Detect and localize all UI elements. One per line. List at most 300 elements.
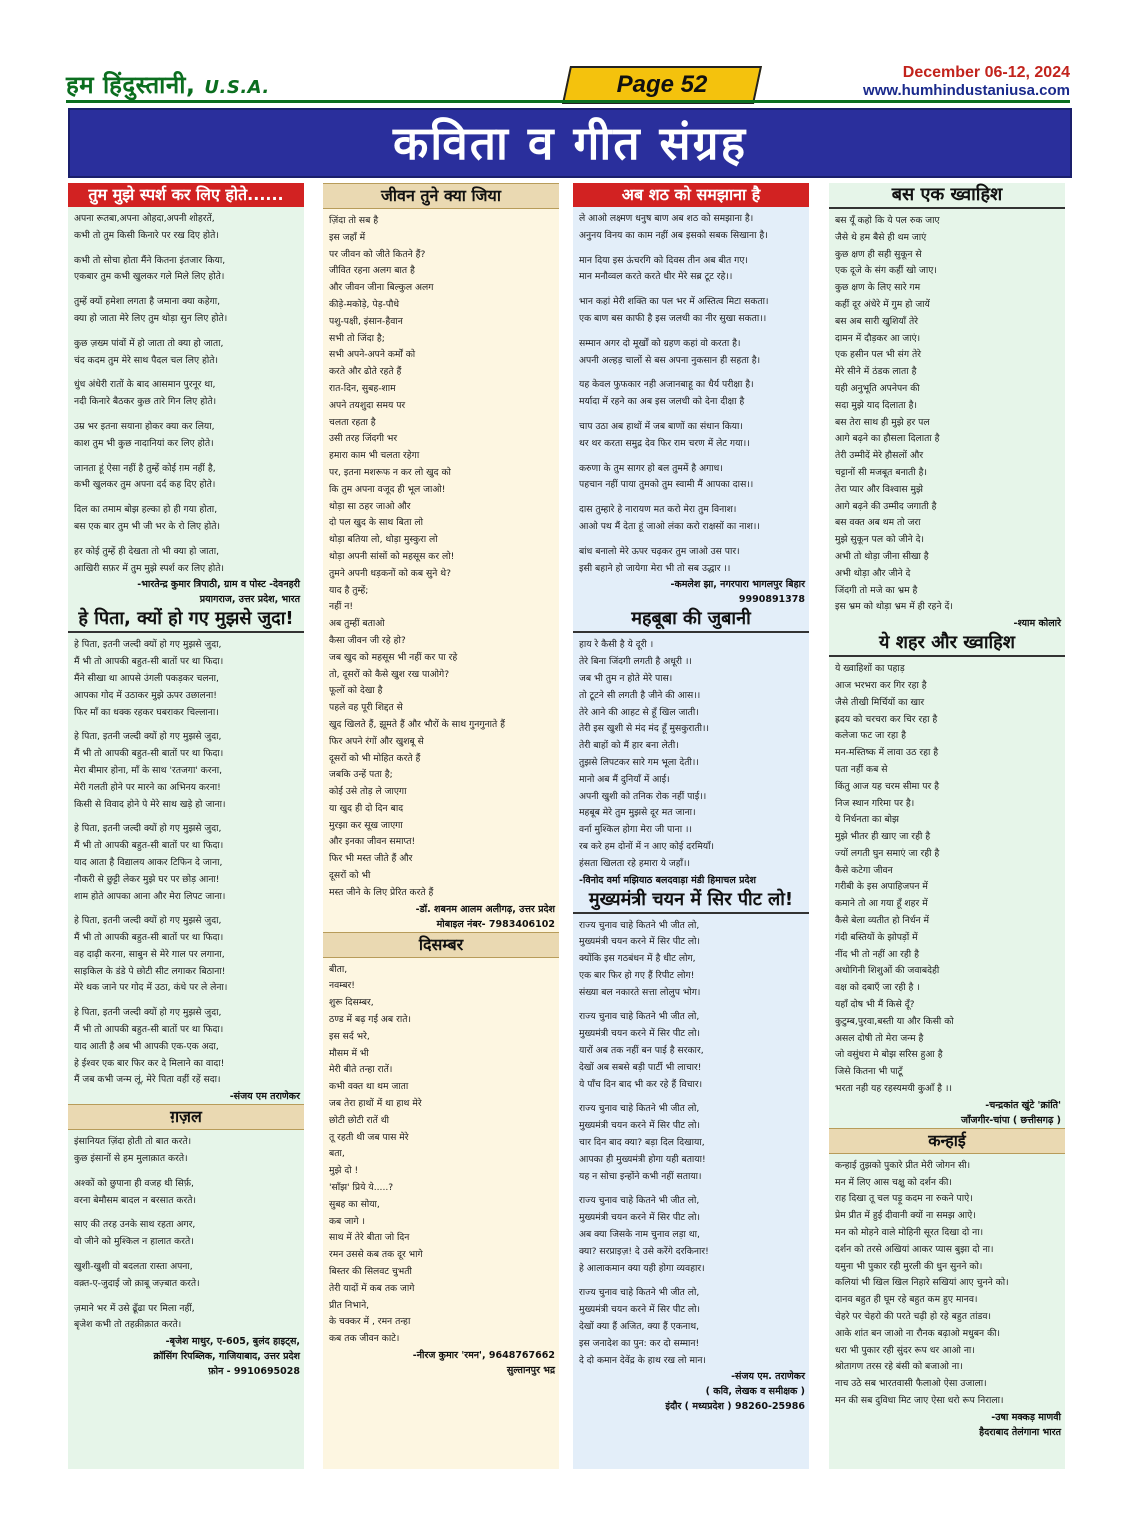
poem-line: धरा भी पुकार रही सुंदर रूप धर आओ ना। bbox=[835, 1344, 975, 1356]
poem-line: कुछ क्षण ही सही सुकून से bbox=[835, 248, 922, 260]
poem-line: मैं भी तो आपकी बहुत-सी बातों पर था फिदा। bbox=[74, 840, 224, 852]
column-4 bbox=[829, 183, 1065, 1469]
poem-line: नहीं न! bbox=[329, 601, 354, 613]
stanza-break bbox=[579, 369, 805, 377]
poem-line: यारों अब तक नहीं बन पाई है सरकार, bbox=[579, 1045, 704, 1057]
poem-line: कीड़े-मकोड़े, पेड़-पौधे bbox=[329, 298, 400, 310]
poem-line: मुझे भीतर ही खाए जा रही है bbox=[835, 831, 931, 843]
poem-line: नौकरी से छुट्टी लेकर मुझे घर पर छोड़ आना! bbox=[74, 873, 220, 885]
poem-line: ये निर्धनता का बोझ bbox=[835, 814, 899, 826]
poem-line: ह्रदय को चरचरा कर चिर रहा है bbox=[835, 713, 938, 725]
poem-line: बस अब सारी खुशियाँ तेरे bbox=[835, 315, 918, 327]
poem-line: चाप उठा अब हाथों में जब बाणों का संधान किया। bbox=[579, 420, 743, 432]
poem-line: प्रेम प्रीत में हुई दीवानी क्यों ना समझ आऐ। bbox=[835, 1210, 976, 1222]
poem-line: सभी अपने-अपने कर्मों को bbox=[329, 349, 416, 361]
poem-line: वक्ष को दबाएँ जा रही है । bbox=[835, 982, 920, 994]
poem-line: मन-मस्तिष्क में लावा उठ रहा है bbox=[835, 747, 939, 759]
stanza-break bbox=[74, 411, 300, 419]
poem-line: अनुनय विनय का काम नहीं अब इसको सबक सिखाना है। bbox=[579, 229, 768, 241]
poem-author-phone: फ़ोन - 9910695028 bbox=[208, 1366, 300, 1378]
poem-title: ये शहर और ख्वाहिश bbox=[829, 631, 1065, 657]
poem-line: हर कोई तुम्हें ही देखता तो भी क्या हो जाता, bbox=[74, 545, 220, 557]
poem-author-location: क्रॉसिंग रिपब्लिक, गाजियाबाद, उत्तर प्रदेश bbox=[153, 1351, 300, 1363]
poem-line: एक दूजे के संग कहीं खो जाए। bbox=[835, 265, 937, 277]
poem-line: देखों क्या हैं अजित, क्या हैं एकनाथ, bbox=[579, 1321, 700, 1333]
poem-line: बृजेश कभी तो तहक़ीक़ात करते। bbox=[74, 1319, 182, 1331]
poem-line: राज्य चुनाव चाहे कितने भी जीत लो, bbox=[579, 1195, 700, 1207]
poem-line: जबकि उन्हें पता है; bbox=[329, 769, 393, 781]
poem-line: जिसे कितना भी पाटूँ bbox=[835, 1066, 903, 1078]
poem-line: साथ में तेरे बीता जो दिन bbox=[329, 1232, 410, 1244]
poem-line: जो वसुंधरा मे बोझ सरिस हुआ है bbox=[835, 1049, 943, 1061]
poem-author-location: प्रयागराज, उत्तर प्रदेश, भारत bbox=[199, 594, 300, 606]
poem-line: तो टूटने सी लगती है जीने की आस।। bbox=[579, 689, 701, 701]
poem-line: एक बाण बस काफी है इस जलधी का नीर सुखा सकता।। bbox=[579, 312, 767, 324]
poem-line: गंदी बस्तियों के झोपड़ों में bbox=[835, 931, 918, 943]
poem-author-phone: मोबाइल नंबर- 7983406102 bbox=[436, 918, 555, 930]
poem-line: जीवित रहना अलग बात है bbox=[329, 265, 415, 277]
poem-line: के चक्कर में , रमन तन्हा bbox=[329, 1316, 411, 1328]
stanza-break bbox=[579, 328, 805, 336]
page-number-tag bbox=[562, 66, 762, 104]
poem-line: मुख्यमंत्री चयन करने में सिर पीट लो। bbox=[579, 1304, 701, 1316]
poem-line: कि तुम अपना वजूद ही भूल जाओ! bbox=[329, 483, 446, 495]
poem-body bbox=[829, 213, 1065, 616]
poem-author: -भारतेन्द्र कुमार त्रिपाठी, ग्राम व पोस्ट -देवनहरी bbox=[137, 579, 300, 591]
poem-line: अपनी अल्हड़ चालों से बस अपना नुकसान ही सहता है। bbox=[579, 354, 761, 366]
poem-line: जब तेरा हाथों में था हाथ मेरे bbox=[329, 1098, 422, 1110]
poem-line: चट्टानों सी मजबूत बनाती है। bbox=[835, 466, 927, 478]
poem-author-role: ( कवि, लेखक व समीक्षक ) bbox=[705, 1386, 805, 1398]
poem-line: भरता नही यह रहस्यमयी कुआँ है ।। bbox=[835, 1083, 952, 1095]
poem-line: ज़िंदा तो सब है bbox=[329, 215, 379, 226]
poem-line: और इनका जीवन समाप्त! bbox=[329, 836, 416, 848]
poem-author: -संजय एम तराणेकर bbox=[229, 1091, 300, 1103]
poem-line: मुरझा कर सूख जाएगा bbox=[329, 819, 403, 831]
poem-title: ग़ज़ल bbox=[68, 1104, 304, 1130]
stanza-break bbox=[579, 1093, 805, 1101]
poem-line: मुख्यमंत्री चयन करने में सिर पीट लो। bbox=[579, 1212, 701, 1224]
stanza-break bbox=[579, 494, 805, 502]
stanza-break bbox=[74, 1293, 300, 1301]
poem-line: कब तक जीवन काटे। bbox=[329, 1333, 400, 1345]
poem-author: -संजय एम. तराणेकर bbox=[731, 1371, 805, 1383]
stanza-break bbox=[74, 245, 300, 253]
poem-line: गरीबी के इस अपाहिजपन में bbox=[835, 881, 928, 893]
poem-line: बस तेरा साथ ही मुझे हर पल bbox=[835, 416, 930, 428]
masthead-title bbox=[66, 68, 270, 101]
poem-line: जिंदगी तो मजे का भ्रम है bbox=[835, 584, 918, 596]
poem-line: प्रीत निभाने, bbox=[329, 1299, 370, 1311]
poem-line: छोटी छोटी रातें थी bbox=[329, 1114, 390, 1126]
poem-line: किसी से विवाद होने पे मेरे साथ खड़े हो जाना। bbox=[74, 798, 226, 810]
poem-line: तुम्हें क्यों हमेशा लगता है जमाना क्या कहेगा, bbox=[74, 296, 221, 308]
poem-line: चार दिन बाद क्या? बड़ा दिल दिखाया, bbox=[579, 1137, 705, 1149]
poem-line: बीता, bbox=[329, 963, 348, 975]
poem-line: कुछ ज़ख्म पांवों में हो जाता तो क्या हो जाता, bbox=[74, 337, 224, 349]
poem-line: ज़माने भर में उसे ढूँढा पर मिला नहीं, bbox=[74, 1302, 195, 1314]
poem-line: हे पिता, इतनी जल्दी क्यों हो गए मुझसे जुदा, bbox=[74, 1007, 222, 1019]
poem-title: कन्हाई bbox=[829, 1128, 1065, 1154]
poem-line: कैसे बेला व्यतीत हो निर्धन में bbox=[835, 915, 930, 927]
poem-author-location: इंदौर ( मध्यप्रदेश ) 98260-25986 bbox=[665, 1401, 805, 1413]
poem-line: तेरा प्यार और विश्वास मुझे bbox=[835, 483, 923, 495]
poem-line: इस जनादेश का पुन: कर दो सम्मान! bbox=[579, 1337, 700, 1349]
poem-line: कन्हाई तुझको पुकारे प्रीत मेरी जोगन सी। bbox=[835, 1159, 971, 1171]
poem-line: मेरा बीमार होना, माँ के साथ 'रतजगा' करना, bbox=[74, 764, 223, 776]
poem-line: संख्या बल नकारते सत्ता लोलुप भोग। bbox=[579, 986, 701, 998]
poem-line: निज स्थान गरिमा पर है। bbox=[835, 797, 915, 809]
poem-line: ले आओ लक्ष्मण धनुष बाण अब शठ को समझाना है। bbox=[579, 213, 754, 224]
poem-line: एकबार तुम कभी खुलकर गले मिले लिए होते। bbox=[74, 271, 225, 283]
poem-line: फिर अपने रंगों और खुशबू से bbox=[329, 735, 424, 747]
poem-line: मुख्यमंत्री चयन करने में सिर पीट लो। bbox=[579, 936, 701, 948]
poem-line: करते और ढोते रहते हैं bbox=[329, 366, 402, 378]
poem-line: नींद भी तो नहीं आ रही है bbox=[835, 948, 919, 960]
issue-date: December 06-12, 2024 bbox=[902, 64, 1070, 81]
poem-line: अपने तयशुदा समय पर bbox=[329, 399, 406, 411]
poem-line: मान मनौव्वल करते करते धीर मेरे सब्र टूट रहे।। bbox=[579, 271, 733, 283]
masthead bbox=[66, 62, 1070, 102]
poem-line: चंद कदम तुम मेरे साथ पैदल चल लिए होते। bbox=[74, 354, 219, 366]
stanza-break bbox=[579, 536, 805, 544]
poem-line: कैसे कटेगा जीवन bbox=[835, 864, 893, 876]
poem-line: जब खुद को महसूस भी नहीं कर पा रहे bbox=[329, 651, 458, 663]
poem-line: दानव बहुत ही घूम रहे बहुत कम हुए मानव। bbox=[835, 1294, 978, 1306]
poem-line: थोड़ा बतिया लो, थोड़ा मुस्कुरा लो bbox=[329, 534, 438, 546]
page-number: Page 52 bbox=[616, 71, 708, 98]
poem-line: मुख्यमंत्री चयन करने में सिर पीट लो। bbox=[579, 1028, 701, 1040]
poem-line: ठण्ड में बढ़ गई अब राते। bbox=[329, 1014, 411, 1026]
poem-author-location: हैदराबाद तेलंगाना भारत bbox=[979, 1426, 1061, 1438]
poem-line: दिल का तमाम बोझ हल्का हो ही गया होता, bbox=[74, 504, 218, 516]
poem-line: वरना बेमौसम बादल न बरसात करते। bbox=[74, 1194, 196, 1206]
poem-line: दास तुम्हारे हे नारायण मत करो मेरा तुम विनाश। bbox=[579, 504, 737, 516]
stanza-break bbox=[579, 1185, 805, 1193]
poem-body bbox=[323, 213, 559, 902]
poem-line: मुझे सुकून पल को जीने दे। bbox=[835, 534, 924, 546]
poem-line: सभी तो जिंदा है; bbox=[329, 332, 385, 344]
stanza-break bbox=[579, 286, 805, 294]
poem-line: मेरे थक जाने पर गोद में उठा, कंधे पर ले लेना। bbox=[74, 982, 228, 994]
stanza-break bbox=[74, 536, 300, 544]
stanza-break bbox=[74, 905, 300, 913]
poem-title: मुख्यमंत्री चयन में सिर पीट लो! bbox=[573, 888, 809, 914]
poem-line: दर्शन को तरसे अखियां आकर प्यास बुझा दो ना। bbox=[835, 1243, 994, 1255]
poem-line: कुटुम्ब,पुरवा,बस्ती या और किसी को bbox=[835, 1015, 954, 1027]
poem-line: खुद खिलते हैं, झूमते हैं और भौरों के साथ गुनगुनाते हैं bbox=[329, 718, 506, 730]
poem-line: और जीवन जीना बिल्कुल अलग bbox=[329, 282, 434, 294]
poem-line: आज भरभरा कर गिर रहा है bbox=[835, 679, 927, 691]
poem-line: तेरे आने की आहट से हूँ खिल जाती। bbox=[579, 706, 699, 718]
poem-author: -नीरज कुमार 'रमन', 9648767662 bbox=[412, 1350, 555, 1361]
poem-line: अश्कों को छुपाना ही वजह थी सिर्फ़, bbox=[74, 1177, 194, 1189]
poem-line: थर थर करता समुद्र देव फिर राम चरण में लेट गया।। bbox=[579, 437, 750, 449]
stanza-break bbox=[74, 494, 300, 502]
poem-line: दूसरों को भी मोहित करते हैं bbox=[329, 752, 421, 764]
stanza-break bbox=[74, 1168, 300, 1176]
poem-line: नाच उठे सब भारतवासी फैलाओ ऐसा उजाला। bbox=[835, 1378, 987, 1390]
poem-line: यहाँ दोष भी मैं किसे दूँ? bbox=[835, 999, 915, 1011]
poem-line: हंसता खिलता रहे हमारा ये जहाँ।। bbox=[579, 857, 690, 869]
poem-line: चेहरे पर चेहरो की परते चढ़ी हो रहे बहुत तांडव। bbox=[835, 1311, 991, 1323]
poem-body bbox=[573, 918, 809, 1370]
stanza-break bbox=[74, 1209, 300, 1217]
poem-line: हाय रे कैसी है ये दूरी । bbox=[579, 639, 654, 651]
poem-line: हे आलाकमान क्या यही होगा व्यवहार। bbox=[579, 1262, 705, 1274]
poem-line: इसी बहाने हो जायेगा मेरा भी तो सब उद्धार ।। bbox=[579, 562, 731, 574]
poem-line: याद आती है अब भी आपकी एक-एक अदा, bbox=[74, 1040, 219, 1052]
poem-line: बस वक्त अब थम तो जरा bbox=[835, 517, 921, 529]
poem-body bbox=[829, 661, 1065, 1098]
poem-line: मैं भी तो आपकी बहुत-सी बातों पर था फिदा। bbox=[74, 1024, 224, 1036]
poem-line: चलता रहता है bbox=[329, 416, 376, 428]
poem-line: राज्य चुनाव चाहे कितने भी जीत लो, bbox=[579, 1011, 700, 1023]
poem-line: राज्य चुनाव चाहे कितने भी जीत लो, bbox=[579, 1287, 700, 1299]
poem-line: एक बार फिर हो गए हैं रिपीट लोग! bbox=[579, 969, 695, 981]
poem-line: मानो अब मैं दुनियाँ में आई। bbox=[579, 773, 670, 785]
poem-line: मन को मोहने वाले मोहिनी सूरत दिखा दो ना। bbox=[835, 1227, 984, 1239]
poem-line: अब क्या जिसके नाम चुनाव लड़ा था, bbox=[579, 1229, 700, 1241]
poem-line: आओ पथ मैं देता हूं जाओ लंका करो राक्षसों का नाश।। bbox=[579, 520, 760, 532]
poem-line: कमाने तो आ गया हूँ शहर में bbox=[835, 898, 928, 910]
poem-line: 'साँझ' प्रिये ये.....? bbox=[329, 1182, 394, 1194]
poem-author-phone: 9990891378 bbox=[738, 594, 805, 606]
poem-line: ये पाँच दिन बाद भी कर रहे हैं विचार। bbox=[579, 1078, 703, 1090]
poem-body bbox=[829, 1158, 1065, 1410]
poem-line: यही अनुभूति अपनेपन की bbox=[835, 382, 920, 394]
poem-line: क्या? सरप्राइज़! दे उसे करेंगे दरकिनार! bbox=[579, 1245, 709, 1257]
poem-body bbox=[323, 962, 559, 1348]
poem-line: थोड़ा सा ठहर जाओ और bbox=[329, 500, 411, 512]
poem-line: मुझे दो ! bbox=[329, 1165, 359, 1177]
poem-author: -कमलेश झा, नगरपारा भागलपुर बिहार bbox=[670, 579, 805, 591]
stanza-break bbox=[74, 453, 300, 461]
poem-line: बिस्तर की सिलवट चुभती bbox=[329, 1266, 412, 1278]
poem-line: तो, दूसरों को कैसे खुश रख पाओगे? bbox=[329, 668, 450, 680]
poem-line: आपका गोद में उठाकर मुझे ऊपर उछालना! bbox=[74, 689, 217, 701]
poem-line: धुंध अंधेरी रातों के बाद आसमान पुरनूर था, bbox=[74, 379, 216, 391]
poem-line: सम्मान अगर दो मूर्खों को ग्रहण कहां वो करता है। bbox=[579, 337, 741, 349]
poem-line: कलेजा फट जा रहा है bbox=[835, 730, 906, 742]
masthead-divider bbox=[66, 100, 1070, 103]
poem-line: दूसरों को भी bbox=[329, 870, 371, 882]
poem-title: बस एक ख्वाहिश bbox=[829, 183, 1065, 209]
poem-line: वह दाढ़ी करना, साबुन से मेरे गाल पर लगाना, bbox=[74, 948, 225, 960]
poem-line: आगे बढ़ने की उम्मीद जगाती है bbox=[835, 500, 937, 512]
poem-title: महबूबा की जुबानी bbox=[573, 607, 809, 633]
poem-line: राज्य चुनाव चाहे कितने भी जीत लो, bbox=[579, 919, 700, 931]
poem-line: फूलों को देखा है bbox=[329, 685, 383, 697]
poem-line: पहचान नहीं पाया तुमको तुम स्वामी मैं आपका दास।। bbox=[579, 479, 754, 491]
poem-line: यह केवल फुफकार नही अजानबाहू का धैर्य परीक्षा है। bbox=[579, 379, 754, 391]
poem-line: हे पिता, इतनी जल्दी क्यों हो गए मुझसे जुदा, bbox=[74, 823, 222, 835]
poem-line: वक़्त-ए-जुदाई जो क़ाबू जज़्बात करते। bbox=[74, 1277, 200, 1289]
poem-author: -डॉ. शबनम आलम अलीगढ़, उत्तर प्रदेश bbox=[415, 903, 555, 915]
poem-line: दे दो कमान देवेंद्र के हाथ रख लो मान। bbox=[579, 1354, 706, 1366]
poem-title: जीवन तुने क्या जिया bbox=[323, 183, 559, 209]
poem-line: कहीं दूर अंधेरे में गुम हो जायें bbox=[835, 298, 930, 310]
poem-line: जब भी तुम न होते मेरे पास। bbox=[579, 672, 673, 684]
poem-author: -श्याम कोलारे bbox=[1013, 618, 1061, 630]
poem-line: कुछ क्षण के लिए सारे गम bbox=[835, 282, 921, 294]
poem-line: कलियां भी खिल खिल निहारे सखियां आए चुनने को। bbox=[835, 1277, 1009, 1289]
poem-line: कभी तो सोचा होता मैंने कितना इंतजार किया, bbox=[74, 254, 226, 266]
poem-line: बांध बनालो मेरे ऊपर चढ़कर तुम जाओ उस पार। bbox=[579, 545, 740, 557]
poem-line: काश तुम भी कुछ नादानियां कर लिए होते। bbox=[74, 437, 214, 449]
stanza-break bbox=[74, 997, 300, 1005]
poem-line: अपना रूतबा,अपना ओहदा,अपनी शोहरतें, bbox=[74, 213, 215, 224]
poem-line: कैसा जीवन जी रहे हो? bbox=[329, 634, 406, 646]
poem-line: मेरी बीते तन्हा रातें। bbox=[329, 1064, 393, 1076]
stanza-break bbox=[579, 1277, 805, 1285]
poem-line: एक हसीन पल भी संग तेरे bbox=[835, 349, 921, 361]
poem-author: -उषा मक्कड़ माणवी bbox=[991, 1411, 1061, 1423]
poem-line: मन में लिए आस चक्षु को दर्शन की। bbox=[835, 1176, 952, 1188]
poem-line: रात-दिन, सुबह-शाम bbox=[329, 382, 396, 394]
poem-line: आपका ही मुख्यमंत्री होगा यही बताया! bbox=[579, 1153, 706, 1165]
poem-line: इस जहाँ में bbox=[329, 231, 366, 243]
poem-line: अपनी खुशी को तनिक रोक नहीं पाई।। bbox=[579, 790, 707, 802]
masthead-info bbox=[863, 64, 1070, 99]
poem-line: उम्र भर इतना सयाना होकर क्या कर लिया, bbox=[74, 420, 215, 432]
website-link[interactable]: www.humhindustaniusa.com bbox=[863, 82, 1070, 99]
section-title: कविता व गीत संग्रह bbox=[392, 116, 748, 170]
poem-line: आखिरी सफ़र में तुम मुझे स्पर्श कर लिए होते। bbox=[74, 562, 225, 574]
poem-line: मैंने सीखा था आपसे उंगली पकड़कर चलना, bbox=[74, 672, 219, 684]
poem-author: -चन्द्रकांत खुंटे 'क्रांति' bbox=[985, 1099, 1061, 1111]
poem-line: नवम्बर! bbox=[329, 980, 355, 992]
poem-line: मैं भी तो आपकी बहुत-सी बातों पर था फिदा। bbox=[74, 748, 224, 760]
poem-title: तुम मुझे स्पर्श कर लिए होते...... bbox=[68, 183, 304, 207]
poem-line: बस यूँ कहो कि ये पल रुक जाए bbox=[835, 215, 940, 226]
stanza-break bbox=[74, 721, 300, 729]
poem-line: शाम होते आपका आना और मेरा लिपट जाना। bbox=[74, 890, 226, 902]
poem-line: तेरी बाहों को मैं हार बना लेती। bbox=[579, 740, 679, 752]
poem-line: करुणा के तुम सागर हो बल तुममें है अगाध। bbox=[579, 462, 723, 474]
column-1 bbox=[68, 183, 304, 1469]
poem-line: कभी खुलकर तुम अपना दर्द कह दिए होते। bbox=[74, 479, 216, 491]
poem-line: कभी वक्त था थम जाता bbox=[329, 1081, 409, 1093]
stanza-break bbox=[74, 328, 300, 336]
poem-line: नदी किनारे बैठकर कुछ तारे गिन लिए होते। bbox=[74, 396, 217, 408]
poem-author-location: सुल्तानपुर भद्र bbox=[506, 1365, 555, 1376]
poem-line: इंसानियत ज़िंदा होती तो बात करते। bbox=[74, 1136, 192, 1148]
poem-line: मेरी गलती होने पर मारने का अभिनय करना! bbox=[74, 781, 221, 793]
poem-body bbox=[68, 1134, 304, 1334]
poem-line: किंतु आज यह चरम सीमा पर है bbox=[835, 780, 940, 792]
column-2 bbox=[323, 183, 559, 1469]
stanza-break bbox=[579, 1001, 805, 1009]
poem-line: मर्यादा में रहने का अब इस जलधी को देना दीक्षा है bbox=[579, 396, 745, 408]
poem-line: इस सर्द भरे, bbox=[329, 1030, 370, 1042]
poem-line: मैं भी तो आपकी बहुत-सी बातों पर था फिदा। bbox=[74, 932, 224, 944]
poem-line: मैं भी तो आपकी बहुत-सी बातों पर था फिदा। bbox=[74, 656, 224, 668]
poem-line: हे पिता, इतनी जल्दी क्यों हो गए मुझसे जुदा, bbox=[74, 915, 222, 927]
poem-line: फिर माँ का धक्क रहकर घबराकर चिल्लाना। bbox=[74, 706, 219, 718]
poem-line: श्रोतागण तरस रहे बंसी को बजाओ ना। bbox=[835, 1361, 963, 1373]
poem-line: याद है तुम्हें; bbox=[329, 584, 369, 596]
poem-line: हे ईश्वर एक बार फिर कर दे मिलाने का वादा! bbox=[74, 1057, 225, 1069]
poem-line: हमारा काम भी चलता रहेगा bbox=[329, 450, 420, 462]
poem-line: वो जीने को मुश्किल न हालात करते। bbox=[74, 1236, 194, 1248]
poem-title: हे पिता, क्यों हो गए मुझसे जुदा! bbox=[68, 607, 304, 633]
poem-line: दामन में दौड़कर आ जाएं। bbox=[835, 332, 921, 344]
stanza-break bbox=[579, 453, 805, 461]
poem-line: महबूब मेरे तुम मुझसे दूर मत जाना। bbox=[579, 807, 696, 819]
poem-line: आके शांत बन जाओ ना रौनक बढ़ाओ मधुबन की। bbox=[835, 1327, 1000, 1339]
poem-line: अब तुम्हीं बताओ bbox=[329, 618, 385, 630]
poem-line: रमन उससे कब तक दूर भागे bbox=[329, 1249, 423, 1261]
poem-line: मौसम में भी bbox=[329, 1047, 369, 1059]
poem-line: कोई उसे तोड़ ले जाएगा bbox=[329, 786, 407, 798]
poem-line: अभी तो थोड़ा जीना सीखा है bbox=[835, 550, 929, 562]
poem-line: देखों अब सबसे बड़ी पार्टी भी लाचार! bbox=[579, 1061, 702, 1073]
poem-line: अभी थोड़ा और जीने दे bbox=[835, 567, 911, 579]
poem-line: मुख्यमंत्री चयन करने में सिर पीट लो। bbox=[579, 1120, 701, 1132]
poem-line: पर जीवन को जीते कितने हैं? bbox=[329, 248, 426, 260]
poem-line: पशु-पक्षी, इंसान-हैवान bbox=[329, 315, 403, 327]
poem-line: वर्ना मुश्किल होगा मेरा जी पाना ।। bbox=[579, 824, 692, 836]
poem-line: बस एक बार तुम भी जी भर के रो लिए होते। bbox=[74, 520, 221, 532]
poem-line: यह न सोचा इन्होंने कभी नहीं सताया। bbox=[579, 1170, 702, 1182]
poem-author: -विनोद वर्मा मझियाठ बलदवाड़ा मंडी हिमाचल प्रदेश bbox=[579, 874, 756, 886]
poem-line: आगे बढ़ने का हौसला दिलाता है bbox=[835, 433, 940, 445]
poem-line: रब करे हम दोनों में न आए कोई दरमियाँ। bbox=[579, 840, 715, 852]
poem-line: ज्यों लगती घुन समाएं जा रही है bbox=[835, 847, 940, 859]
poem-line: तेरी उम्मीदें मेरे हौसलों और bbox=[835, 450, 924, 462]
poem-body bbox=[68, 637, 304, 1089]
poem-body bbox=[68, 211, 304, 577]
poem-line: कब जागे । bbox=[329, 1215, 365, 1227]
poem-line: तेरी इस खुशी से मंद मंद हूँ मुसकुराती।। bbox=[579, 723, 709, 735]
poem-line: साइकिल के डंडे पे छोटी सीट लगाकर बिठाना! bbox=[74, 965, 226, 977]
poem-line: अधोगिनी शिशुओं की जवाबदेही bbox=[835, 965, 940, 977]
stanza-break bbox=[74, 813, 300, 821]
poem-line: सदा मुझे याद दिलाता है। bbox=[835, 399, 918, 411]
poem-line: कुछ इंसानों से हम मुलाक़ात करते। bbox=[74, 1153, 188, 1165]
poem-line: भान कहां मेरी शक्ति का पल भर में अस्तित्व मिटा सकता। bbox=[579, 296, 769, 308]
poem-line: ये ख्वाहिशों का पहाड़ bbox=[835, 663, 905, 675]
masthead-name: हम हिंदुस्तानी, bbox=[66, 71, 196, 99]
poem-line: पता नहीं कब से bbox=[835, 763, 888, 775]
poem-author-location: जाँजगीर-चांपा ( छत्तीसगढ़ ) bbox=[961, 1114, 1061, 1126]
poem-line: यमुना भी पुकार रही मुरली की धुन सुनने को। bbox=[835, 1260, 983, 1272]
poem-line: क्या हो जाता मेरे लिए तुम थोड़ा सुन लिए होते। bbox=[74, 312, 228, 324]
poem-line: राह दिखा तू चल पड़ू कदम ना रुकने पाऐ। bbox=[835, 1193, 973, 1205]
poem-line: बता, bbox=[329, 1148, 345, 1160]
poem-author: -बृजेश माथुर, ए-605, बुलंद हाइट्स, bbox=[165, 1336, 300, 1348]
poem-line: जानता हूं ऐसा नहीं है तुम्हें कोई ग़म नहीं है, bbox=[74, 462, 216, 474]
poem-line: या खुद ही दो दिन बाद bbox=[329, 802, 404, 814]
poem-line: सुबह का सोया, bbox=[329, 1198, 380, 1210]
stanza-break bbox=[579, 245, 805, 253]
poem-line: जैसे तीखी मिर्चियों का खार bbox=[835, 696, 925, 708]
poem-line: राज्य चुनाव चाहे कितने भी जीत लो, bbox=[579, 1103, 700, 1115]
poem-title: अब शठ को समझाना है bbox=[573, 183, 809, 207]
poem-line: तेरे बिना जिंदगी लगती है अधूरी ।। bbox=[579, 656, 692, 668]
poem-line: तू रहती थी जब पास मेरे bbox=[329, 1131, 409, 1143]
poem-line: हे पिता, इतनी जल्दी क्यों हो गए मुझसे जुदा, bbox=[74, 731, 222, 743]
poem-line: पहले वह पूरी शिद्दत से bbox=[329, 702, 403, 714]
masthead-region: U.S.A. bbox=[204, 77, 270, 98]
poem-line: असल दोषी तो मेरा जन्म है bbox=[835, 1032, 924, 1044]
poem-line: मन की सब दुविधा मिट जाए ऐसा धरो रूप निराला। bbox=[835, 1395, 1004, 1406]
poem-title: दिसम्बर bbox=[323, 932, 559, 958]
poem-line: याद आता है विद्यालय आकर टिफिन दे जाना, bbox=[74, 856, 223, 868]
poem-line: हे पिता, इतनी जल्दी क्यों हो गए मुझसे जुदा, bbox=[74, 639, 222, 651]
poem-line: मस्त जीने के लिए प्रेरित करते हैं bbox=[329, 886, 434, 898]
